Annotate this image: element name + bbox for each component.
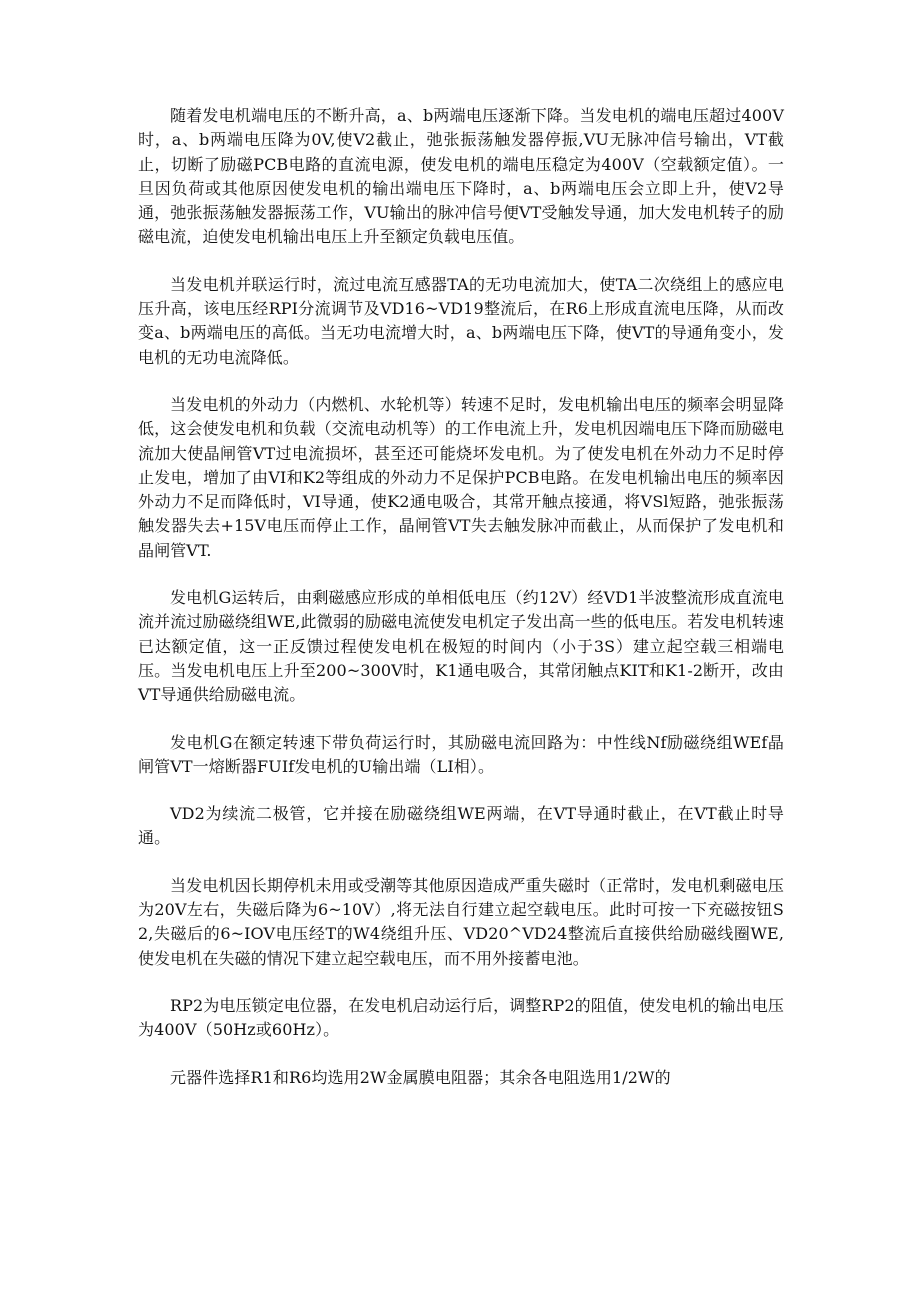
paragraph-voltage-regulation: 随着发电机端电压的不断升高，a、b两端电压逐渐下降。当发电机的端电压超过400V时，a、b两端电压降为0V,使V2截止，弛张振荡触发器停振,VU无脉冲信号输出，VT截止，切断了励磁PCB电路的直流电源，使发电机的端电压稳定为400V（空载额定值）。一旦因负荷或其他原因使发电机的输出端电压下降时，a、b两端电压会立即上升，使V2导通，弛张振荡触发器振荡工作，VU输出的脉冲信号便VT受触发导通，加大发电机转子的励磁电流，迫使发电机输出电压上升至额定负载电压值。	[138, 106, 784, 247]
paragraph-demagnetization: 当发电机因长期停机未用或受潮等其他原因造成严重失磁时（正常时，发电机剩磁电压为20V左右，失磁后降为6~10V）,将无法自行建立起空载电压。此时可按一下充磁按钮S2,失磁后的6~IOV电压经T的W4绕组升压、VD20^VD24整流后直接供给励磁线圈WE,使发电机在失磁的情况下建立起空载电压，而不用外接蓄电池。	[138, 875, 784, 968]
paragraph-underspeed-protection: 当发电机的外动力（内燃机、水轮机等）转速不足时，发电机输出电压的频率会明显降低，这会使发电机和负载（交流电动机等）的工作电流上升，发电机因端电压下降而励磁电流加大使晶闸管VT过电流损坏，甚至还可能烧坏发电机。为了使发电机在外动力不足时停止发电，增加了由VI和K2等组成的外动力不足保护PCB电路。在发电机输出电压的频率因外动力不足而降低时，VI导通，使K2通电吸合，其常开触点接通，将VSl短路，弛张振荡触发器失去+15V电压而停止工作，晶闸管VT失去触发脉冲而截止，从而保护了发电机和晶闸管VT.	[138, 394, 784, 560]
document-body	[138, 104, 784, 1090]
paragraph-voltage-lock: RP2为电压锁定电位器，在发电机启动运行后，调整RP2的阻值，使发电机的输出电压为400V（50Hz或60Hz）。	[138, 995, 784, 1040]
paragraph-excitation-loop: 发电机G在额定转速下带负荷运行时，其励磁电流回路为：中性线Nf励磁绕组WEf晶闸管VT一熔断器FUIf发电机的U输出端（LI相）。	[138, 732, 784, 776]
paragraph-component-selection: 元器件选择R1和R6均选用2W金属膜电阻器；其余各电阻选用1/2W的	[170, 1067, 671, 1087]
paragraph-startup-excitation: 发电机G运转后，由剩磁感应形成的单相低电压（约12V）经VD1半波整流形成直流电流并流过励磁绕组WE,此微弱的励磁电流使发电机定子发出高一些的低电压。若发电机转速已达额定值，这一正反馈过程使发电机在极短的时间内（小于3S）建立起空载三相端电压。当发电机电压上升至200~300V时，K1通电吸合，其常闭触点KIT和K1-2断开，改由VT导通供给励磁电流。	[138, 588, 784, 705]
paragraph-parallel-operation: 当发电机并联运行时，流过电流互感器TA的无功电流加大，使TA二次绕组上的感应电压升高，该电压经RPI分流调节及VD16~VD19整流后，在R6上形成直流电压降，从而改变a、b两端电压的高低。当无功电流增大时，a、b两端电压下降，使VT的导通角变小，发电机的无功电流降低。	[138, 274, 784, 367]
paragraph-freewheel-diode: VD2为续流二极管，它并接在励磁绕组WE两端，在VT导通时截止，在VT截止时导通。	[138, 804, 784, 848]
